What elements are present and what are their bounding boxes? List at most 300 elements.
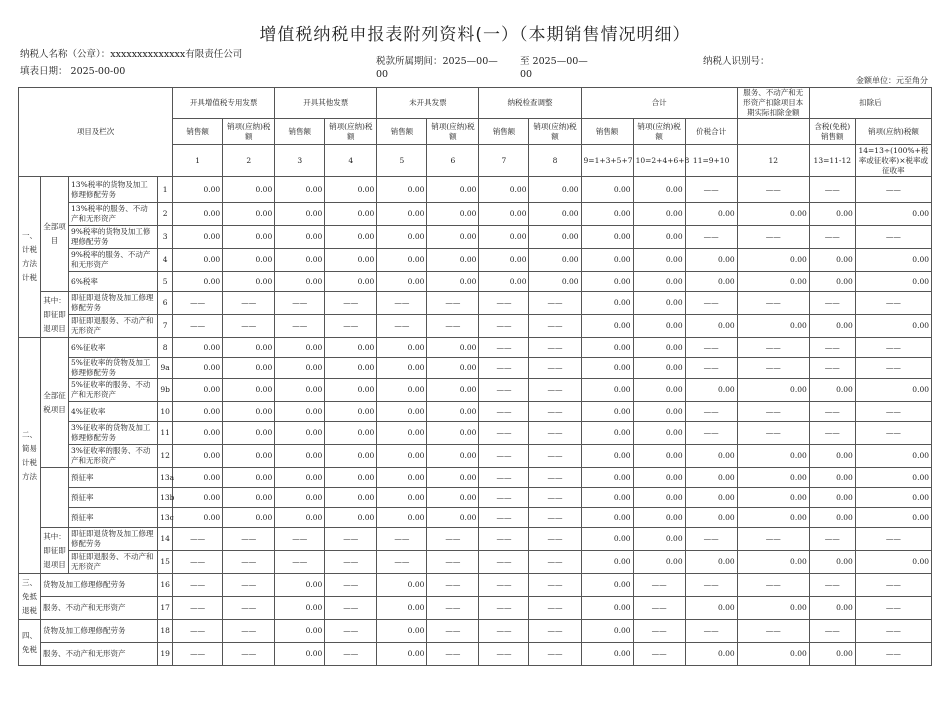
value-cell[interactable]: —— [685,528,737,551]
value-cell[interactable]: 0.00 [427,226,479,249]
value-cell[interactable]: —— [479,292,529,315]
value-cell[interactable]: 0.00 [685,488,737,508]
value-cell[interactable]: —— [223,315,275,338]
value-cell[interactable]: 0.00 [685,249,737,272]
value-cell[interactable]: 0.00 [855,315,931,338]
value-cell[interactable]: 0.00 [173,445,223,468]
value-cell[interactable]: —— [855,177,931,203]
value-cell[interactable]: 0.00 [809,203,855,226]
value-cell[interactable]: 0.00 [223,249,275,272]
value-cell[interactable]: 0.00 [325,358,377,379]
value-cell[interactable]: 0.00 [737,468,809,488]
value-cell[interactable]: —— [855,643,931,666]
value-cell[interactable]: 0.00 [275,358,325,379]
value-cell[interactable]: 0.00 [275,620,325,643]
value-cell[interactable]: 0.00 [685,379,737,402]
value-cell[interactable]: 0.00 [479,272,529,292]
value-cell[interactable]: 0.00 [633,203,685,226]
value-cell[interactable]: 0.00 [275,338,325,358]
value-cell[interactable]: 0.00 [685,468,737,488]
value-cell[interactable]: —— [223,620,275,643]
value-cell[interactable]: 0.00 [633,508,685,528]
value-cell[interactable]: —— [809,402,855,422]
value-cell[interactable]: 0.00 [529,203,581,226]
value-cell[interactable]: —— [809,620,855,643]
value-cell[interactable]: 0.00 [581,422,633,445]
value-cell[interactable]: —— [685,620,737,643]
value-cell[interactable]: 0.00 [529,226,581,249]
value-cell[interactable]: 0.00 [427,203,479,226]
value-cell[interactable]: 0.00 [223,445,275,468]
value-cell[interactable]: 0.00 [223,468,275,488]
value-cell[interactable]: 0.00 [377,597,427,620]
value-cell[interactable]: 0.00 [633,249,685,272]
value-cell[interactable]: 0.00 [685,508,737,528]
value-cell[interactable]: 0.00 [855,445,931,468]
value-cell[interactable]: 0.00 [223,177,275,203]
value-cell[interactable]: 0.00 [173,177,223,203]
value-cell[interactable]: —— [479,402,529,422]
value-cell[interactable]: —— [529,315,581,338]
value-cell[interactable]: —— [529,338,581,358]
value-cell[interactable]: 0.00 [737,445,809,468]
value-cell[interactable]: —— [325,292,377,315]
value-cell[interactable]: 0.00 [581,508,633,528]
value-cell[interactable]: —— [173,528,223,551]
value-cell[interactable]: 0.00 [427,402,479,422]
value-cell[interactable]: 0.00 [855,488,931,508]
value-cell[interactable]: —— [377,551,427,574]
value-cell[interactable]: 0.00 [377,488,427,508]
value-cell[interactable]: 0.00 [223,226,275,249]
value-cell[interactable]: 0.00 [855,203,931,226]
value-cell[interactable]: —— [275,292,325,315]
value-cell[interactable]: —— [479,620,529,643]
value-cell[interactable]: 0.00 [173,226,223,249]
value-cell[interactable]: —— [479,468,529,488]
value-cell[interactable]: 0.00 [529,272,581,292]
value-cell[interactable]: 0.00 [377,358,427,379]
value-cell[interactable]: 0.00 [325,468,377,488]
value-cell[interactable]: 0.00 [809,643,855,666]
value-cell[interactable]: —— [633,574,685,597]
value-cell[interactable]: —— [737,528,809,551]
value-cell[interactable]: 0.00 [173,358,223,379]
value-cell[interactable]: 0.00 [325,379,377,402]
value-cell[interactable]: —— [685,574,737,597]
value-cell[interactable]: —— [325,574,377,597]
value-cell[interactable]: —— [809,422,855,445]
value-cell[interactable]: —— [427,620,479,643]
value-cell[interactable]: —— [737,620,809,643]
value-cell[interactable]: 0.00 [275,574,325,597]
value-cell[interactable]: —— [223,292,275,315]
value-cell[interactable]: 0.00 [275,203,325,226]
value-cell[interactable]: —— [737,358,809,379]
value-cell[interactable]: 0.00 [633,177,685,203]
value-cell[interactable]: —— [685,226,737,249]
value-cell[interactable]: —— [529,402,581,422]
value-cell[interactable]: 0.00 [529,177,581,203]
value-cell[interactable]: —— [377,292,427,315]
value-cell[interactable]: 0.00 [325,226,377,249]
value-cell[interactable]: 0.00 [223,338,275,358]
value-cell[interactable]: 0.00 [685,445,737,468]
value-cell[interactable]: 0.00 [325,272,377,292]
value-cell[interactable]: 0.00 [377,445,427,468]
value-cell[interactable]: 0.00 [809,272,855,292]
value-cell[interactable]: 0.00 [581,488,633,508]
value-cell[interactable]: 0.00 [855,249,931,272]
value-cell[interactable]: 0.00 [809,315,855,338]
value-cell[interactable]: 0.00 [737,551,809,574]
value-cell[interactable]: —— [737,226,809,249]
value-cell[interactable]: 0.00 [377,643,427,666]
value-cell[interactable]: 0.00 [581,272,633,292]
value-cell[interactable]: —— [325,551,377,574]
value-cell[interactable]: —— [173,643,223,666]
value-cell[interactable]: 0.00 [325,488,377,508]
value-cell[interactable]: 0.00 [737,379,809,402]
value-cell[interactable]: —— [809,338,855,358]
value-cell[interactable]: 0.00 [377,574,427,597]
value-cell[interactable]: 0.00 [325,422,377,445]
value-cell[interactable]: —— [427,643,479,666]
value-cell[interactable]: —— [685,177,737,203]
value-cell[interactable]: —— [855,226,931,249]
value-cell[interactable]: 0.00 [427,422,479,445]
value-cell[interactable]: 0.00 [427,272,479,292]
value-cell[interactable]: 0.00 [809,488,855,508]
value-cell[interactable]: 0.00 [173,488,223,508]
value-cell[interactable]: 0.00 [809,445,855,468]
value-cell[interactable]: 0.00 [633,402,685,422]
value-cell[interactable]: —— [377,315,427,338]
value-cell[interactable]: —— [529,551,581,574]
value-cell[interactable]: 0.00 [275,508,325,528]
value-cell[interactable]: 0.00 [427,177,479,203]
value-cell[interactable]: 0.00 [275,445,325,468]
value-cell[interactable]: 0.00 [427,468,479,488]
value-cell[interactable]: 0.00 [223,358,275,379]
value-cell[interactable]: 0.00 [685,643,737,666]
value-cell[interactable]: 0.00 [479,249,529,272]
value-cell[interactable]: —— [633,643,685,666]
value-cell[interactable]: —— [529,574,581,597]
value-cell[interactable]: 0.00 [173,338,223,358]
value-cell[interactable]: —— [809,226,855,249]
value-cell[interactable]: —— [529,379,581,402]
value-cell[interactable]: 0.00 [223,379,275,402]
value-cell[interactable]: 0.00 [633,468,685,488]
value-cell[interactable]: 0.00 [855,551,931,574]
value-cell[interactable]: —— [325,620,377,643]
value-cell[interactable]: —— [809,358,855,379]
value-cell[interactable]: —— [173,597,223,620]
value-cell[interactable]: —— [737,338,809,358]
value-cell[interactable]: —— [737,402,809,422]
value-cell[interactable]: 0.00 [633,445,685,468]
value-cell[interactable]: —— [427,597,479,620]
value-cell[interactable]: 0.00 [377,620,427,643]
value-cell[interactable]: 0.00 [581,177,633,203]
value-cell[interactable]: —— [223,551,275,574]
value-cell[interactable]: 0.00 [581,203,633,226]
value-cell[interactable]: —— [809,292,855,315]
value-cell[interactable]: 0.00 [275,272,325,292]
value-cell[interactable]: 0.00 [809,468,855,488]
value-cell[interactable]: 0.00 [737,508,809,528]
value-cell[interactable]: —— [173,574,223,597]
value-cell[interactable]: 0.00 [479,226,529,249]
value-cell[interactable]: —— [173,315,223,338]
value-cell[interactable]: 0.00 [275,249,325,272]
value-cell[interactable]: —— [479,315,529,338]
value-cell[interactable]: 0.00 [809,508,855,528]
value-cell[interactable]: 0.00 [275,379,325,402]
value-cell[interactable]: 0.00 [633,422,685,445]
value-cell[interactable]: 0.00 [855,379,931,402]
value-cell[interactable]: —— [479,528,529,551]
value-cell[interactable]: —— [479,551,529,574]
value-cell[interactable]: —— [325,315,377,338]
value-cell[interactable]: 0.00 [275,226,325,249]
value-cell[interactable]: 0.00 [809,597,855,620]
value-cell[interactable]: —— [479,643,529,666]
value-cell[interactable]: 0.00 [581,597,633,620]
value-cell[interactable]: —— [685,402,737,422]
value-cell[interactable]: 0.00 [223,422,275,445]
value-cell[interactable]: 0.00 [581,292,633,315]
value-cell[interactable]: 0.00 [325,445,377,468]
value-cell[interactable]: 0.00 [737,643,809,666]
value-cell[interactable]: 0.00 [685,551,737,574]
value-cell[interactable]: 0.00 [737,597,809,620]
value-cell[interactable]: 0.00 [633,338,685,358]
value-cell[interactable]: 0.00 [427,488,479,508]
value-cell[interactable]: 0.00 [173,402,223,422]
value-cell[interactable]: 0.00 [581,402,633,422]
value-cell[interactable]: 0.00 [173,203,223,226]
value-cell[interactable]: 0.00 [685,203,737,226]
value-cell[interactable]: —— [855,528,931,551]
value-cell[interactable]: —— [529,445,581,468]
value-cell[interactable]: 0.00 [581,338,633,358]
value-cell[interactable]: —— [427,292,479,315]
value-cell[interactable]: 0.00 [581,379,633,402]
value-cell[interactable]: —— [479,488,529,508]
value-cell[interactable]: 0.00 [325,249,377,272]
value-cell[interactable]: —— [427,574,479,597]
value-cell[interactable]: 0.00 [809,379,855,402]
value-cell[interactable]: 0.00 [581,574,633,597]
value-cell[interactable]: 0.00 [377,226,427,249]
value-cell[interactable]: —— [325,597,377,620]
value-cell[interactable]: —— [529,292,581,315]
value-cell[interactable]: 0.00 [325,177,377,203]
value-cell[interactable]: 0.00 [325,203,377,226]
value-cell[interactable]: —— [173,551,223,574]
value-cell[interactable]: 0.00 [377,249,427,272]
value-cell[interactable]: 0.00 [275,177,325,203]
value-cell[interactable]: 0.00 [479,177,529,203]
value-cell[interactable]: 0.00 [275,422,325,445]
value-cell[interactable]: 0.00 [377,203,427,226]
value-cell[interactable]: 0.00 [529,249,581,272]
value-cell[interactable]: —— [223,643,275,666]
value-cell[interactable]: 0.00 [275,597,325,620]
value-cell[interactable]: —— [855,422,931,445]
value-cell[interactable]: 0.00 [223,508,275,528]
value-cell[interactable]: 0.00 [223,402,275,422]
value-cell[interactable]: 0.00 [427,338,479,358]
value-cell[interactable]: —— [479,445,529,468]
value-cell[interactable]: —— [855,620,931,643]
value-cell[interactable]: 0.00 [377,177,427,203]
value-cell[interactable]: 0.00 [581,315,633,338]
value-cell[interactable]: —— [223,574,275,597]
value-cell[interactable]: 0.00 [223,203,275,226]
value-cell[interactable]: —— [529,643,581,666]
value-cell[interactable]: 0.00 [275,643,325,666]
value-cell[interactable]: —— [325,643,377,666]
value-cell[interactable]: 0.00 [737,272,809,292]
value-cell[interactable]: —— [855,358,931,379]
value-cell[interactable]: 0.00 [377,402,427,422]
value-cell[interactable]: —— [529,422,581,445]
value-cell[interactable]: 0.00 [855,508,931,528]
value-cell[interactable]: —— [377,528,427,551]
value-cell[interactable]: —— [529,468,581,488]
value-cell[interactable]: —— [275,315,325,338]
value-cell[interactable]: 0.00 [275,402,325,422]
value-cell[interactable]: 0.00 [427,249,479,272]
value-cell[interactable]: —— [479,379,529,402]
value-cell[interactable]: 0.00 [427,445,479,468]
value-cell[interactable]: —— [685,292,737,315]
value-cell[interactable]: —— [809,528,855,551]
value-cell[interactable]: —— [809,177,855,203]
value-cell[interactable]: 0.00 [685,315,737,338]
value-cell[interactable]: 0.00 [325,508,377,528]
value-cell[interactable]: 0.00 [737,488,809,508]
value-cell[interactable]: 0.00 [581,643,633,666]
value-cell[interactable]: 0.00 [633,358,685,379]
value-cell[interactable]: 0.00 [633,551,685,574]
value-cell[interactable]: 0.00 [633,488,685,508]
value-cell[interactable]: 0.00 [325,338,377,358]
value-cell[interactable]: 0.00 [633,379,685,402]
value-cell[interactable]: —— [633,620,685,643]
value-cell[interactable]: —— [685,338,737,358]
value-cell[interactable]: —— [173,292,223,315]
value-cell[interactable]: 0.00 [581,226,633,249]
value-cell[interactable]: 0.00 [275,468,325,488]
value-cell[interactable]: 0.00 [633,292,685,315]
value-cell[interactable]: —— [479,574,529,597]
value-cell[interactable]: 0.00 [737,203,809,226]
value-cell[interactable]: 0.00 [855,272,931,292]
value-cell[interactable]: —— [633,597,685,620]
value-cell[interactable]: —— [737,177,809,203]
value-cell[interactable]: —— [737,574,809,597]
value-cell[interactable]: —— [427,315,479,338]
value-cell[interactable]: 0.00 [633,315,685,338]
value-cell[interactable]: —— [685,422,737,445]
value-cell[interactable]: 0.00 [173,508,223,528]
value-cell[interactable]: 0.00 [633,226,685,249]
value-cell[interactable]: 0.00 [377,422,427,445]
value-cell[interactable]: 0.00 [377,508,427,528]
value-cell[interactable]: 0.00 [581,358,633,379]
value-cell[interactable]: 0.00 [581,468,633,488]
value-cell[interactable]: 0.00 [581,249,633,272]
value-cell[interactable]: —— [275,551,325,574]
value-cell[interactable]: 0.00 [809,551,855,574]
value-cell[interactable]: —— [479,358,529,379]
value-cell[interactable]: 0.00 [173,468,223,488]
value-cell[interactable]: —— [529,620,581,643]
value-cell[interactable]: 0.00 [855,468,931,488]
value-cell[interactable]: —— [529,528,581,551]
value-cell[interactable]: 0.00 [377,272,427,292]
value-cell[interactable]: —— [855,574,931,597]
value-cell[interactable]: —— [685,358,737,379]
value-cell[interactable]: —— [809,574,855,597]
value-cell[interactable]: —— [479,597,529,620]
value-cell[interactable]: —— [325,528,377,551]
value-cell[interactable]: 0.00 [737,315,809,338]
value-cell[interactable]: —— [529,597,581,620]
value-cell[interactable]: —— [529,488,581,508]
value-cell[interactable]: 0.00 [581,551,633,574]
value-cell[interactable]: 0.00 [581,528,633,551]
value-cell[interactable]: 0.00 [325,402,377,422]
value-cell[interactable]: —— [855,402,931,422]
value-cell[interactable]: 0.00 [377,338,427,358]
value-cell[interactable]: —— [427,551,479,574]
value-cell[interactable]: 0.00 [275,488,325,508]
value-cell[interactable]: —— [427,528,479,551]
value-cell[interactable]: 0.00 [581,445,633,468]
value-cell[interactable]: —— [479,508,529,528]
value-cell[interactable]: 0.00 [581,620,633,643]
value-cell[interactable]: 0.00 [685,272,737,292]
value-cell[interactable]: —— [479,338,529,358]
value-cell[interactable]: 0.00 [223,488,275,508]
value-cell[interactable]: 0.00 [809,249,855,272]
value-cell[interactable]: —— [855,292,931,315]
value-cell[interactable]: —— [529,508,581,528]
value-cell[interactable]: 0.00 [633,272,685,292]
value-cell[interactable]: 0.00 [427,379,479,402]
value-cell[interactable]: 0.00 [173,272,223,292]
value-cell[interactable]: —— [223,528,275,551]
value-cell[interactable]: 0.00 [427,358,479,379]
value-cell[interactable]: —— [479,422,529,445]
value-cell[interactable]: —— [275,528,325,551]
value-cell[interactable]: —— [855,597,931,620]
value-cell[interactable]: —— [173,620,223,643]
value-cell[interactable]: —— [737,422,809,445]
value-cell[interactable]: 0.00 [173,249,223,272]
value-cell[interactable]: 0.00 [685,597,737,620]
value-cell[interactable]: —— [855,338,931,358]
value-cell[interactable]: —— [737,292,809,315]
value-cell[interactable]: 0.00 [223,272,275,292]
value-cell[interactable]: —— [529,358,581,379]
value-cell[interactable]: 0.00 [173,422,223,445]
